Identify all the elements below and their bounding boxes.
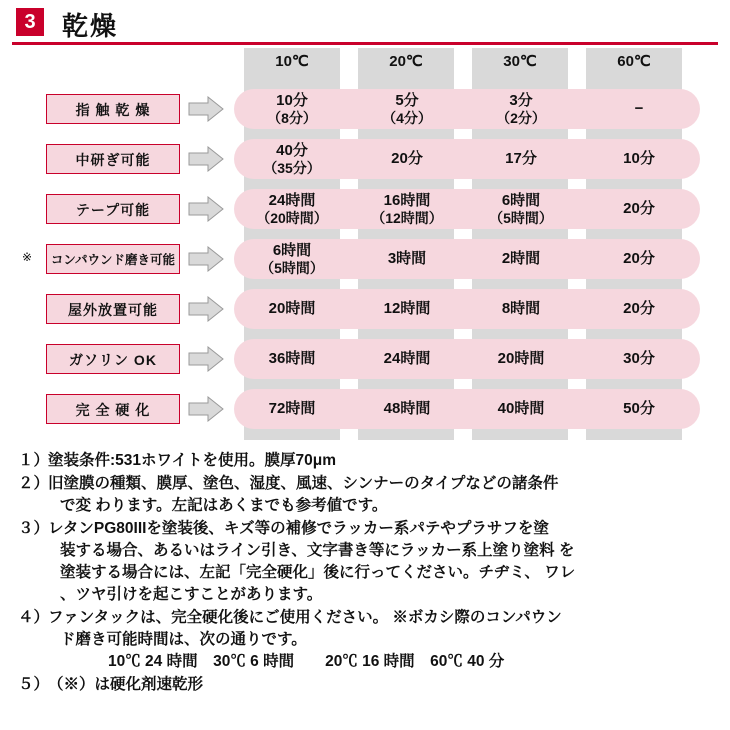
table-row [0, 336, 730, 382]
row-values [234, 339, 700, 379]
cell-main: 5分 [395, 92, 419, 110]
cell-main: 16時間 [383, 192, 431, 210]
cell [578, 89, 700, 129]
footnote-line: ド磨き可能時間は、次の通りです。 [60, 631, 307, 648]
row-values [234, 189, 700, 229]
footnote-line: 10℃ 24 時間 30℃ 6 時間 20℃ 16 時間 60℃ 40 分 [108, 653, 505, 670]
cell-main: 48時間 [383, 400, 431, 418]
footnote-5 [18, 674, 718, 696]
cell-main: 20分 [623, 200, 655, 218]
cell-sub: （8分） [267, 109, 317, 126]
arrow-icon [188, 296, 224, 322]
cell [578, 139, 700, 179]
table-row [0, 236, 730, 282]
footnote-line: で変 わります。左記はあくまでも参考値です。 [60, 497, 388, 514]
footnote-line: 、ツヤ引けを起こすことがあります。 [60, 586, 323, 603]
cell-main: − [634, 100, 644, 118]
cell [464, 339, 578, 379]
cell [234, 239, 350, 279]
cell [234, 189, 350, 229]
cell [350, 139, 464, 179]
cell-sub: （35分） [263, 159, 321, 176]
cell [464, 139, 578, 179]
arrow-icon [188, 96, 224, 122]
footnote-1 [18, 450, 718, 472]
cell-sub: （20時間） [256, 209, 328, 226]
cell-main: 40分 [276, 142, 308, 160]
arrow-icon [188, 196, 224, 222]
cell-main: 30分 [623, 350, 655, 368]
table-row [0, 136, 730, 182]
cell-main: 8時間 [501, 300, 541, 318]
cell [464, 289, 578, 329]
cell [350, 289, 464, 329]
cell [350, 389, 464, 429]
column-header-4: 60℃ [586, 48, 682, 76]
cell-main: 40時間 [497, 400, 545, 418]
cell-main: 72時間 [268, 400, 316, 418]
cell-main: 10分 [623, 150, 655, 168]
footnote-line: （※）は硬化剤速乾形 [48, 676, 204, 693]
cell [234, 289, 350, 329]
row-values [234, 139, 700, 179]
cell-main: 20時間 [268, 300, 316, 318]
footnote-4 [18, 607, 718, 673]
cell-main: 20時間 [497, 350, 545, 368]
row-values [234, 389, 700, 429]
row-label: テープ可能 [46, 194, 180, 224]
cell [464, 239, 578, 279]
table-row [0, 86, 730, 132]
footnote-3 [18, 518, 718, 606]
footnote-marker: ３） [18, 520, 50, 537]
footnote-2 [18, 473, 718, 517]
arrow-icon [188, 396, 224, 422]
cell-sub: （2分） [496, 109, 546, 126]
cell [234, 389, 350, 429]
section-number: 3 [16, 8, 44, 36]
row-asterisk-note: ※ [22, 250, 33, 264]
cell [350, 89, 464, 129]
footnote-line: ファンタックは、完全硬化後にご使用ください。 ※ボカシ際のコンパウン [48, 609, 562, 626]
table-row [0, 286, 730, 332]
cell [578, 289, 700, 329]
arrow-icon [188, 246, 224, 272]
row-values [234, 289, 700, 329]
cell [578, 239, 700, 279]
cell [578, 189, 700, 229]
footnotes [18, 450, 718, 697]
cell [234, 139, 350, 179]
cell-main: 2時間 [501, 250, 541, 268]
cell-main: 20分 [391, 150, 423, 168]
table-row [0, 386, 730, 432]
row-values [234, 239, 700, 279]
column-header-1: 10℃ [244, 48, 340, 76]
row-label: コンパウンド磨き可能 [46, 244, 180, 274]
table-row [0, 186, 730, 232]
column-header-3: 30℃ [472, 48, 568, 76]
cell-sub: （5時間） [489, 209, 553, 226]
cell [350, 239, 464, 279]
cell-main: 10分 [276, 92, 308, 110]
cell-main: 6時間 [501, 192, 541, 210]
cell-main: 17分 [505, 150, 537, 168]
cell-main: 24時間 [268, 192, 316, 210]
cell-sub: （4分） [382, 109, 432, 126]
footnote-marker: ２） [18, 475, 50, 492]
row-label: 中研ぎ可能 [46, 144, 180, 174]
cell-main: 36時間 [268, 350, 316, 368]
cell-main: 6時間 [272, 242, 312, 260]
cell-sub: （12時間） [371, 209, 443, 226]
footnote-line: 塗装条件:531ホワイトを使用。膜厚70μm [48, 452, 337, 469]
arrow-icon [188, 346, 224, 372]
cell [350, 339, 464, 379]
row-label: 屋外放置可能 [46, 294, 180, 324]
cell [350, 189, 464, 229]
row-label: 完 全 硬 化 [46, 394, 180, 424]
cell-main: 3時間 [387, 250, 427, 268]
cell-main: 50分 [623, 400, 655, 418]
section-header [0, 0, 730, 44]
cell [578, 339, 700, 379]
cell-main: 12時間 [383, 300, 431, 318]
column-header-2: 20℃ [358, 48, 454, 76]
footnote-marker: ４） [18, 609, 50, 626]
cell [234, 339, 350, 379]
cell [234, 89, 350, 129]
cell-main: 3分 [509, 92, 533, 110]
cell-main: 24時間 [383, 350, 431, 368]
cell [464, 389, 578, 429]
cell [464, 89, 578, 129]
page-title: 乾燥 [62, 11, 119, 41]
footnote-marker: ５） [18, 676, 50, 693]
cell-main: 20分 [623, 250, 655, 268]
row-values [234, 89, 700, 129]
footnote-line: 旧塗膜の種類、膜厚、塗色、湿度、風速、シンナーのタイプなどの諸条件 [48, 475, 559, 492]
arrow-icon [188, 146, 224, 172]
footnote-line: 塗装する場合には、左記「完全硬化」後に行ってください。チヂミ、 ワレ [60, 564, 576, 581]
footnote-line: レタンPG80IIIを塗装後、キズ等の補修でラッカー系パテやプラサフを塗 [48, 520, 549, 537]
footnote-line: 装する場合、あるいはライン引き、文字書き等にラッカー系上塗り塗料 を [60, 542, 575, 559]
drying-time-table [0, 44, 730, 448]
cell [578, 389, 700, 429]
cell [464, 189, 578, 229]
cell-main: 20分 [623, 300, 655, 318]
footnote-marker: １） [18, 452, 50, 469]
row-label: ガソリン OK [46, 344, 180, 374]
row-label: 指 触 乾 燥 [46, 94, 180, 124]
cell-sub: （5時間） [260, 259, 324, 276]
